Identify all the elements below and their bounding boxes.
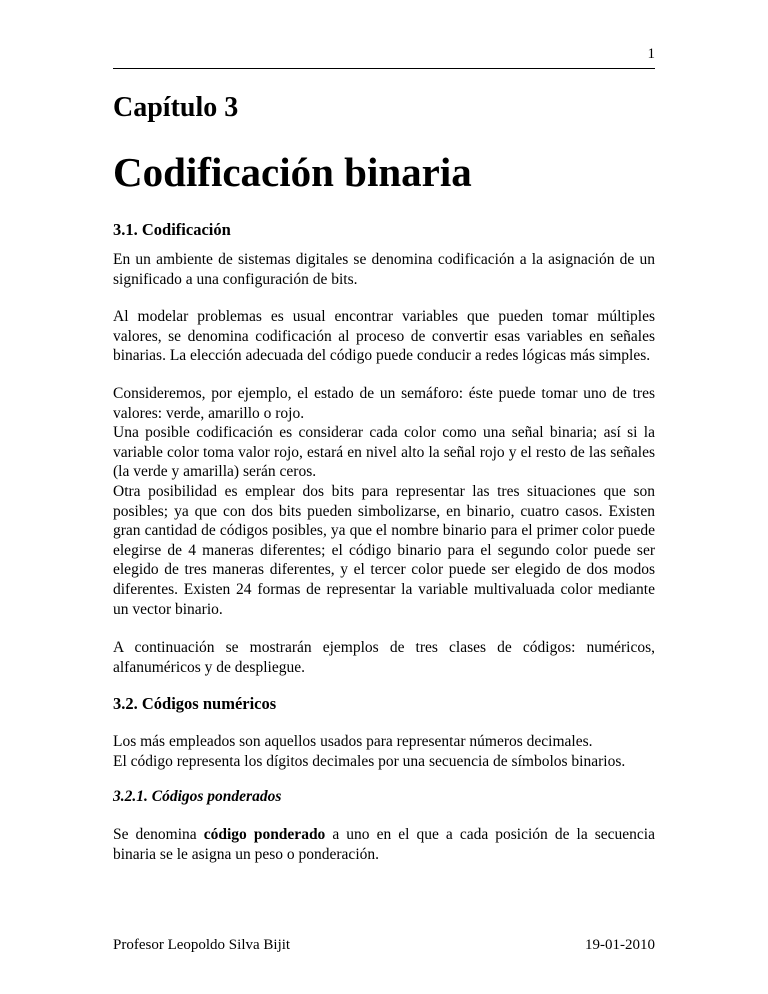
paragraph: A continuación se mostrarán ejemplos de tres clases de códigos: numéricos, alfanuméricos y de despliegue. <box>113 639 655 676</box>
page-title: Codificación binaria <box>113 149 472 195</box>
header-rule <box>113 68 655 69</box>
paragraph-line: Otra posibilidad es emplear dos bits para representar las tres situaciones que son posibles; ya que con dos bits pueden simbolizarse, en binario, cuatro casos. Existen gran cantidad de códigos posibles, ya que el nombre binario para el primer color puede elegirse de 4 maneras diferentes; el código binario para el segundo color puede ser elegido de tres maneras diferentes, y el tercer color puede ser elegido de dos modos diferentes. Existen 24 formas de representar la variable multivaluada color mediante un vector binario. <box>113 482 655 618</box>
paragraph <box>113 384 655 619</box>
footer-date: 19-01-2010 <box>585 937 655 953</box>
paragraph-line: Una posible codificación es considerar cada color como una señal binaria; así si la variable color toma valor rojo, estará en nivel alto la señal rojo y el resto de las señales (la verde y amarilla) serán ceros. <box>113 424 655 481</box>
footer-author: Profesor Leopoldo Silva Bijit <box>113 937 291 953</box>
paragraph-line: Los más empleados son aquellos usados para representar números decimales. <box>113 733 593 750</box>
page-number: 1 <box>647 46 655 62</box>
paragraph <box>113 732 655 771</box>
paragraph: Al modelar problemas es usual encontrar variables que pueden tomar múltiples valores, se denomina codificación al proceso de convertir esas variables en señales binarias. La elección adecuada del código puede conducir a redes lógicas más simples. <box>113 308 655 365</box>
text: a uno en el que a cada posición de la secuencia binaria se le asigna un peso o ponderación. <box>113 826 655 863</box>
paragraph-line: El código representa los dígitos decimales por una secuencia de símbolos binarios. <box>113 752 626 770</box>
paragraph <box>113 825 655 864</box>
bold-term: código ponderado <box>203 826 326 843</box>
chapter-label: Capítulo 3 <box>113 92 239 123</box>
section-heading-3-1: 3.1. Codificación <box>113 220 231 239</box>
text: Se denomina <box>113 826 204 843</box>
paragraph-line: Consideremos, por ejemplo, el estado de un semáforo: éste puede tomar uno de tres valores: verde, amarillo o rojo. <box>113 385 655 422</box>
section-heading-3-2: 3.2. Códigos numéricos <box>113 694 277 713</box>
paragraph: En un ambiente de sistemas digitales se denomina codificación a la asignación de un significado a una configuración de bits. <box>113 251 655 288</box>
section-heading-3-2-1: 3.2.1. Códigos ponderados <box>113 788 282 805</box>
